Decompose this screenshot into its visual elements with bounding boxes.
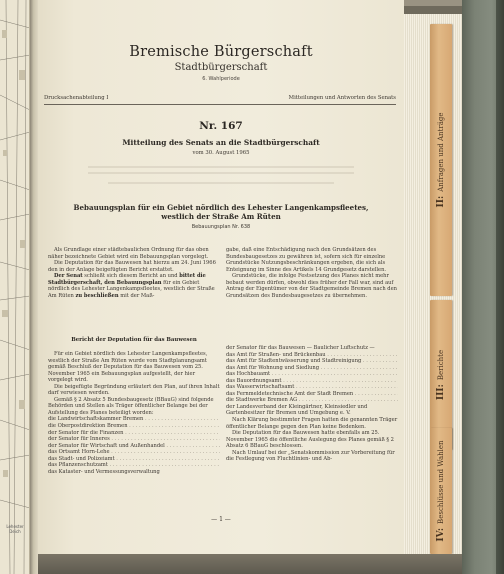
bleed-through-line bbox=[108, 182, 334, 184]
list-item: das Bauordnungsamt . . . bbox=[226, 378, 398, 385]
text-span: schließt sich diesem Bericht an und bbox=[82, 273, 180, 280]
list-item: der Landesverband der Kleingärtner, Kleinsiedler und Gartenbesitzer für Bremen und Umgebung e. V. bbox=[226, 403, 368, 417]
masthead-period: 6. Wahlperiode bbox=[202, 76, 240, 82]
page-number: — 1 — bbox=[211, 516, 231, 523]
tab-roman: III: bbox=[436, 384, 446, 401]
list-item: das Amt für Stadtentwässerung und Stadtreinigung . . . bbox=[226, 358, 398, 365]
list-item: der Senator für Inneres . . . bbox=[48, 436, 220, 443]
agency-list-right bbox=[226, 345, 398, 417]
plan-title-line1: Bebauungsplan für ein Gebiet nördlich des Lehester Langenkampsfleetes, bbox=[73, 203, 369, 212]
list-item: das Pflanzenschutzamt . . . bbox=[48, 462, 220, 469]
report-column-right bbox=[226, 345, 398, 509]
list-item: die Landwirtschaftskammer Bremen . . . bbox=[48, 416, 220, 423]
list-item: das Kataster- und Vermessungsverwaltung bbox=[48, 468, 160, 475]
left-map-page bbox=[0, 0, 30, 574]
list-item: der Senator für die Finanzen . . . bbox=[48, 430, 220, 437]
message-title: Mitteilung des Senats an die Stadtbürgerschaft bbox=[122, 138, 320, 147]
intro-column-right bbox=[226, 247, 398, 317]
bleed-through-line bbox=[88, 172, 354, 174]
list-item: das Hochbauamt . . . bbox=[226, 371, 398, 378]
bleed-through-line bbox=[88, 166, 354, 168]
tab-label bbox=[436, 112, 446, 207]
masthead-subtitle: Stadtbürgerschaft bbox=[174, 62, 268, 73]
text-span: mit der Maß- bbox=[118, 292, 155, 299]
list-item: das Wasserwirtschaftsamt . . . bbox=[226, 384, 398, 391]
bold-text: Der Senat bbox=[54, 273, 83, 280]
list-item: das Amt für Wohnung und Siedlung . . . bbox=[226, 365, 398, 372]
list-item: der Senator für Wirtschaft und Außenhandel . . . bbox=[48, 443, 220, 450]
paragraph: Gemäß § 2 Absatz 5 Bundesbaugesetz (BBauG) sind folgende Behörden und Stellen als Träger öffentlicher Belange bei der Aufstellung des Planes beteiligt worden: bbox=[48, 396, 214, 416]
header-right: Mitteilungen und Antworten des Senats bbox=[288, 95, 396, 101]
tab-text: Beschlüsse und Wahlen bbox=[437, 440, 445, 524]
list-item: die Oberpostdirektion Bremen . . . bbox=[48, 423, 220, 430]
message-number: Nr. 167 bbox=[199, 120, 243, 132]
paragraph bbox=[48, 273, 220, 299]
paragraph: Nach Umlauf bei der „Senatskommission zur Vorbereitung für die Festlegung von Fluchtlinien- und Ab- bbox=[226, 449, 395, 463]
agency-list-left bbox=[48, 416, 220, 475]
binder-cover bbox=[462, 0, 504, 574]
header-rule bbox=[44, 104, 396, 105]
paragraph: Grundstücke, die infolge Festsetzung des Planes nicht mehr bebaut werden dürfen, obwohl dies früher der Fall war, sind auf Antrag der Eigentümer von der Stadtgemeinde Bremen nach den Grundsätzen des Bundesbaugesetzes zu übernehmen. bbox=[226, 273, 397, 299]
list-item: die Stadtwerke Bremen AG . . . bbox=[226, 397, 398, 404]
masthead bbox=[38, 44, 404, 82]
list-item: der Senator für das Bauwesen — Baulicher Luftschutz — bbox=[226, 345, 375, 351]
tab-label bbox=[436, 350, 446, 400]
masthead-title: Bremische Bürgerschaft bbox=[129, 44, 313, 60]
paragraph: Für ein Gebiet nördlich des Lehester Langenkampsfleetes, westlich der Straße Am Rüten wurde vom Stadtplanungsamt gemäß Beschluß der Deputation für das Bauwesen vom 25. November 1965 ein Bebauungsplan aufgestellt, der hier vorgelegt wird. bbox=[48, 351, 208, 384]
document-page bbox=[38, 0, 404, 574]
paragraph: Als Grundlage einer städtebaulichen Ordnung für das oben näher bezeichnete Gebiet wird ein Bebauungsplan vorgelegt. bbox=[48, 247, 209, 260]
tab-beschluesse[interactable] bbox=[430, 428, 452, 554]
plan-subtitle: Bebauungsplan Nr. 638 bbox=[191, 224, 251, 230]
list-item: das Ortsamt Horn-Lehe . . . bbox=[48, 449, 220, 456]
plan-title-line2: westlich der Straße Am Rüten bbox=[161, 212, 281, 222]
report-column-left bbox=[48, 351, 220, 509]
tab-roman: II: bbox=[436, 195, 446, 208]
report-heading: Bericht der Deputation für das Bauwesen bbox=[71, 337, 197, 343]
list-item: das Amt für Straßen- und Brückenbau . . . bbox=[226, 352, 398, 359]
tab-text: Berichte bbox=[437, 349, 445, 381]
tab-label bbox=[436, 440, 446, 541]
bold-text: zu beschließen bbox=[75, 292, 119, 299]
tab-text: Anfragen und Anträge bbox=[437, 112, 445, 192]
paragraph: Die Deputation für das Bauwesen hatte ebenfalls am 25. November 1965 die öffentliche Auslegung des Planes gemäß § 2 Absatz 6 BBauG beschlossen. bbox=[226, 430, 394, 450]
binder-bottom-strip bbox=[38, 554, 462, 574]
intro-column-left bbox=[48, 247, 220, 317]
street-map-fragment bbox=[0, 0, 30, 574]
header-left: Drucksachenabteilung I bbox=[44, 95, 109, 101]
paragraph: gabe, daß eine Entschädigung nach den Grundsätzen des Bundesbaugesetzes zu gewähren ist, sofern sich für einzelne Grundstücke Nutzungsbeschränkungen ergeben, die sich als Enteignung im Sinne des Artikels 14 Grundgesetz darstellen. bbox=[226, 247, 387, 273]
running-header bbox=[44, 95, 396, 101]
paragraph: Die beigefügte Begründung erläutert den Plan, auf ihren Inhalt darf verwiesen werden. bbox=[48, 383, 220, 397]
map-caption: Lehester Deich bbox=[6, 524, 24, 534]
plan-title bbox=[38, 203, 404, 222]
text-span: für ein Gebiet nördlich des Lehester Langenkampsfleetes, westlich der Straße Am Rüten bbox=[48, 279, 215, 299]
tab-roman: IV: bbox=[436, 527, 446, 542]
list-item: das Stadt- und Polizeiamt . . . bbox=[48, 456, 220, 463]
book-gutter bbox=[30, 0, 38, 574]
paragraph: Die Deputation für das Bauwesen hat hierzu am 24. Juni 1966 den in der Anlage beigefügten Bericht erstattet. bbox=[48, 260, 216, 273]
list-item: das Fernmeldetechnische Amt der Stadt Bremen . . . bbox=[226, 391, 398, 398]
tab-anfragen[interactable] bbox=[430, 24, 452, 296]
message-date: vom 30. August 1965 bbox=[192, 150, 250, 156]
bold-text: bittet die Stadtbürgerschaft, den Bebauungsplan bbox=[48, 273, 206, 286]
paragraph: Nach Klärung bestimmter Fragen hatten die genannten Träger öffentlicher Belange gegen den Plan keine Bedenken. bbox=[226, 417, 398, 430]
